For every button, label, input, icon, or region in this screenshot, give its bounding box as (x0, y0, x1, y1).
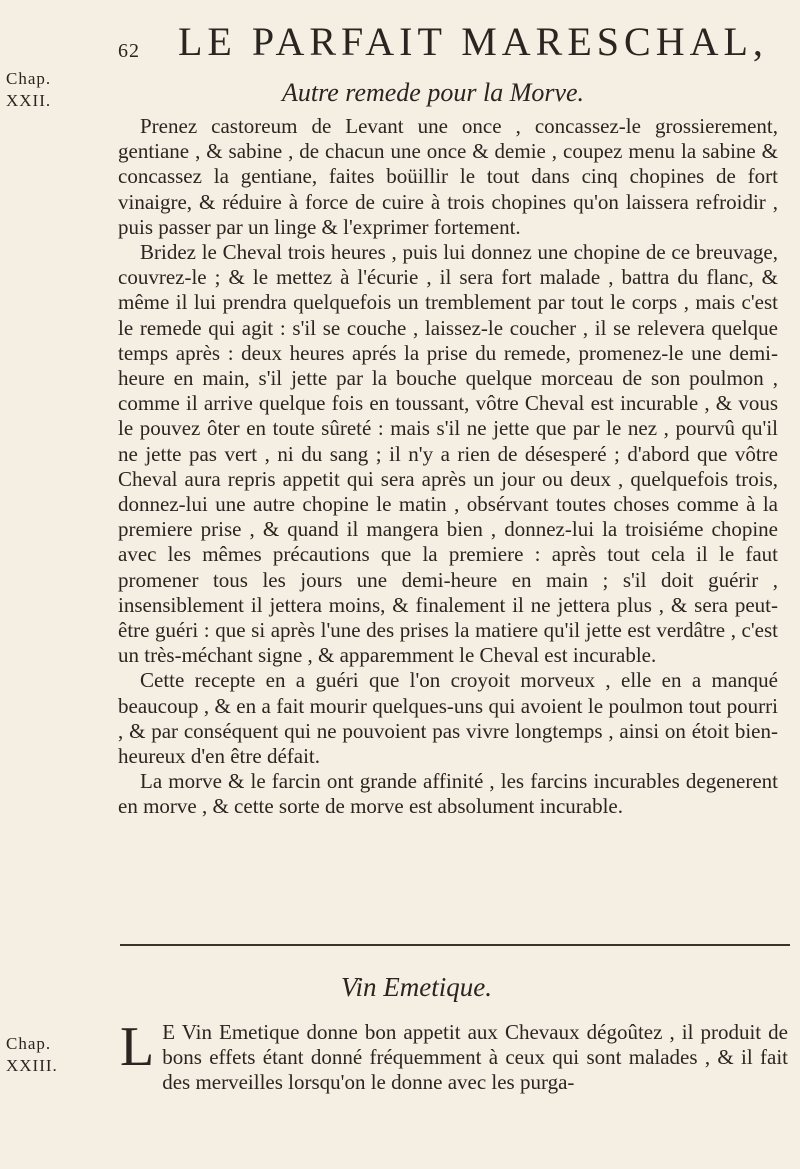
paragraph: Bridez le Cheval trois heures , puis lui donnez une chopine de ce breuvage, couvrez-le ; & le mettez à l'écurie , il sera fort malade , battra du flanc, & même il lui prendra quelquefois un tremblement par tout le corps , mais c'est le remede qui agit : s'il se couche , laissez-le coucher , il se relevera quelque temps après : deux heures aprés la prise du remede, promenez-le une demi-heure en main, s'il jette par la bouche quelque morceau de son poulmon , comme il arrive quelque fois en toussant, vôtre Cheval est incurable , & vous le pouvez ôter en toute sûreté : mais s'il ne jette que par le nez , pourvû qu'il ne jette pas vert , ni du sang ; il n'y a rien de désesperé ; d'abord que vôtre Cheval aura repris appetit qui sera après un jour ou deux , quelquefois trois, donnez-lui une autre chopine le matin , obsérvant toutes choses comme à la premiere prise , & quand il mangera bien , donnez-lui la troisiéme chopine avec les mêmes précautions que la premiere : après tout cela il le faut promener tous les jours une demi-heure en main ; s'il doit guérir , insensiblement il jettera moins, & finalement il ne jettera plus , & sera peut-être guéri : que si après l'une des prises la matiere qu'il jette est verdâtre , c'est un très-méchant signe , & apparemment le Cheval est incurable. (118, 240, 778, 668)
page-header (118, 18, 768, 66)
page-number: 62 (118, 40, 140, 62)
paragraph: Prenez castoreum de Levant une once , concassez-le grossierement, gentiane , & sabine , de chacun une once & demie , coupez menu la sabine & concassez la gentiane, faites boüillir le tout dans cinq chopines de fort vinaigre, & réduire à force de cuire à trois chopines qu'on laissera refroidir , puis passer par un linge & l'exprimer fortement. (118, 114, 778, 239)
section-body (118, 114, 778, 820)
chapter-label: Chap. (6, 1034, 52, 1053)
section-divider (120, 944, 790, 946)
section-title: Autre remede pour la Morve. (282, 78, 585, 107)
paragraph: Cette recepte en a guéri que l'on croyoit morveux , elle en a manqué beaucoup , & en a fait mourir quelques-uns qui avoient le poulmon tout pourri , & par conséquent qui ne pouvoient pas vivre longtemps , ainsi on étoit bien-heureux d'en être défait. (118, 668, 778, 769)
chapter-margin-note (6, 68, 51, 112)
drop-cap: L (120, 1016, 155, 1078)
running-title: LE PARFAIT MARESCHAL, (178, 19, 768, 64)
chapter-number: XXIII. (6, 1056, 58, 1075)
section-title: Vin Emetique. (341, 972, 492, 1002)
chapter-label: Chap. (6, 69, 52, 88)
paragraph (118, 1016, 788, 1096)
section-body (118, 1016, 788, 1096)
paragraph-text: E Vin Emetique donne bon appetit aux Chevaux dégoûtez , il produit de bons effets étant donné fréquemment à ceux qui sont malades , & il fait des merveilles lorsqu'on le donne avec les purga- (162, 1020, 788, 1095)
chapter-number: XXII. (6, 91, 52, 110)
paragraph: La morve & le farcin ont grande affinité , les farcins incurables degenerent en morve , & cette sorte de morve est absolument incurable. (118, 769, 778, 819)
chapter-margin-note (6, 1033, 58, 1077)
